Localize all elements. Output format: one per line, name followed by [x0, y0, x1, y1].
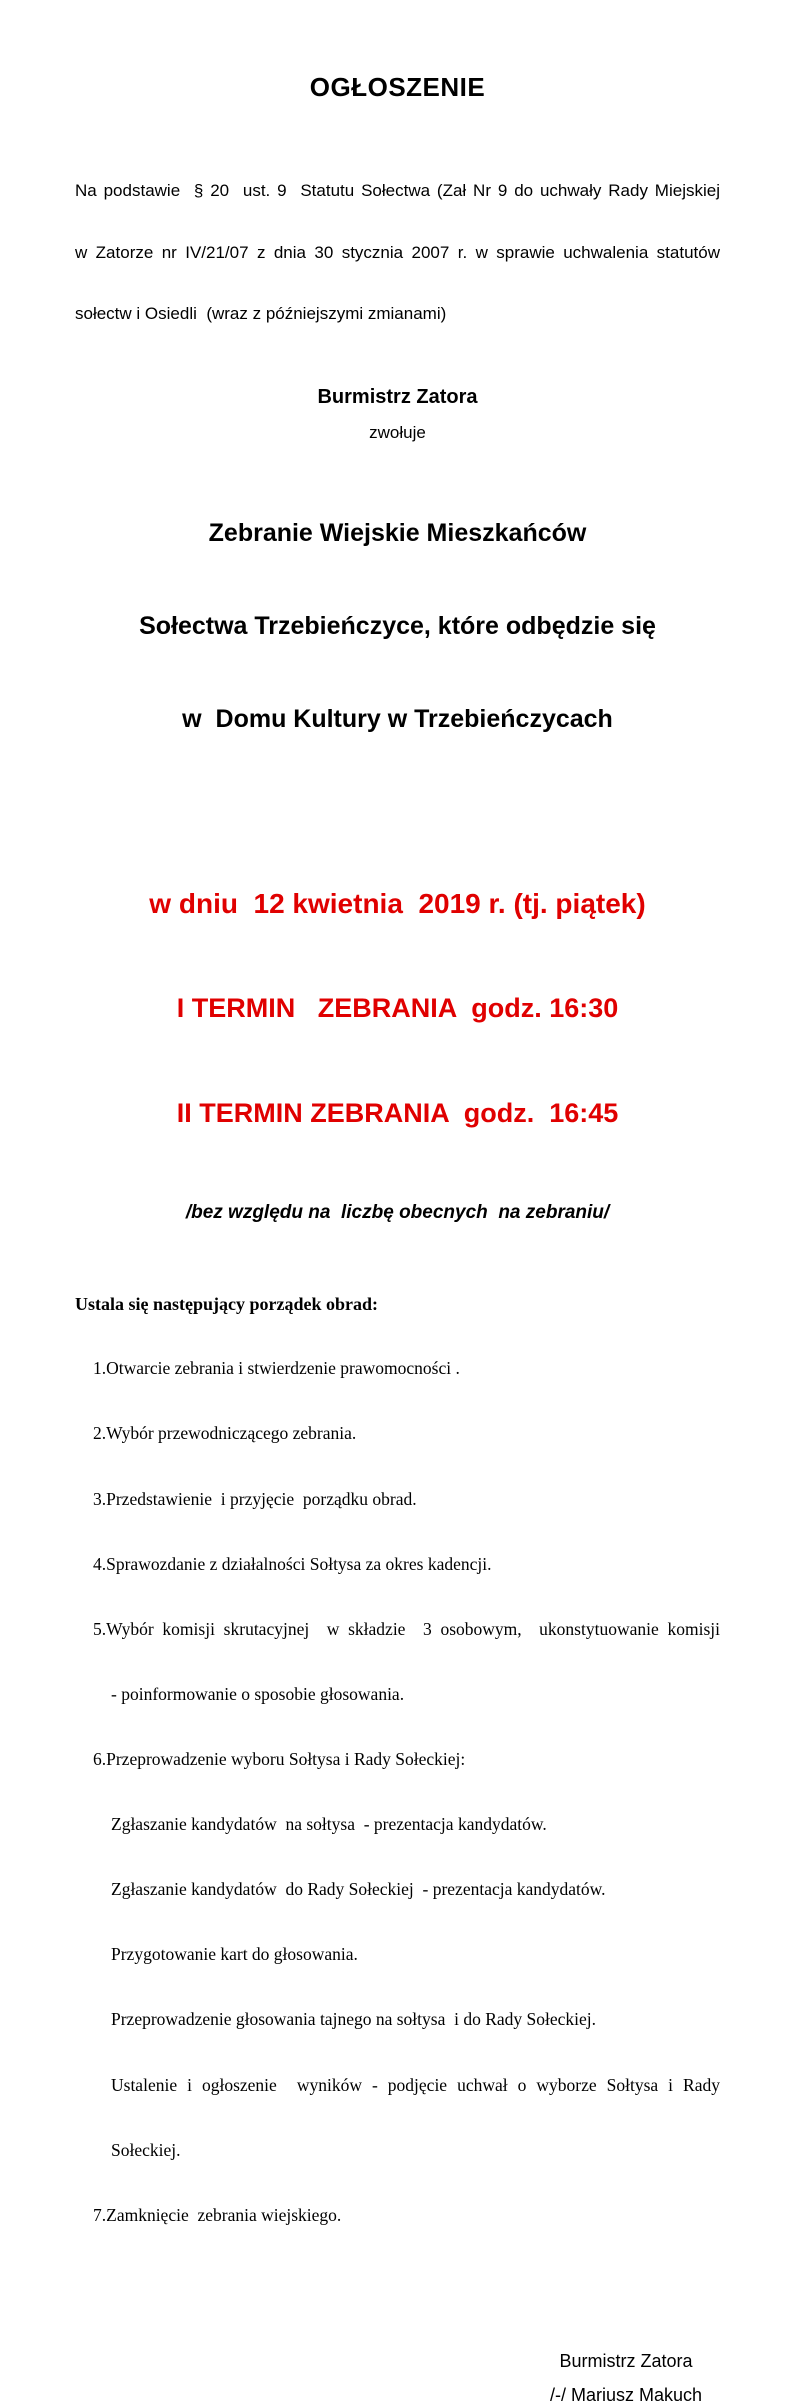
agenda-subitem: Ustalenie i ogłoszenie wyników - podjęcie uchwał o wyborze Sołtysa i Rady [111, 2074, 720, 2095]
signature-block [550, 2350, 702, 2406]
agenda-subitem-continuation: Sołeckiej. [111, 2139, 181, 2160]
agenda-subitem: Zgłaszanie kandydatów do Rady Sołeckiej - prezentacja kandydatów. [111, 1879, 606, 1900]
agenda-item: 7.Zamknięcie zebrania wiejskiego. [93, 2204, 342, 2225]
agenda-subitem: Przygotowanie kart do głosowania. [111, 1944, 358, 1965]
meeting-date-line: w dniu 12 kwietnia 2019 r. (tj. piątek) [149, 887, 646, 919]
legal-basis-line: sołectw i Osiedli (wraz z późniejszymi zmianami) [75, 304, 447, 323]
signature-name: /-/ Mariusz Makuch [549, 2384, 702, 2405]
convenes-text: zwołuje [369, 422, 426, 442]
agenda-item: 6.Przeprowadzenie wyboru Sołtysa i Rady Sołeckiej: [93, 1748, 466, 1769]
agenda-item: 3.Przedstawienie i przyjęcie porządku obrad. [93, 1488, 417, 1509]
legal-basis-line: w Zatorze nr IV/21/07 z dnia 30 stycznia 2007 r. w sprawie uchwalenia statutów [75, 242, 720, 262]
legal-basis-line: Na podstawie § 20 ust. 9 Statutu Sołectwa (Zał Nr 9 do uchwały Rady Miejskiej [75, 181, 720, 200]
agenda-item: 2.Wybór przewodniczącego zebrania. [93, 1423, 357, 1444]
meeting-title [75, 456, 720, 797]
agenda-item-continuation: - poinformowanie o sposobie głosowania. [111, 1683, 405, 1704]
quorum-note: /bez względu na liczbę obecnych na zebraniu/ [185, 1201, 610, 1223]
second-term-line: II TERMIN ZEBRANIA godz. 16:45 [176, 1097, 619, 1128]
agenda-item: 1.Otwarcie zebrania i stwierdzenie prawomocności . [93, 1358, 460, 1379]
agenda-section [75, 1250, 720, 2270]
agenda-subitem: Zgłaszanie kandydatów na sołtysa - prezentacja kandydatów. [111, 1814, 547, 1835]
agenda-heading: Ustala się następujący porządek obrad: [75, 1293, 379, 1314]
agenda-item: 5.Wybór komisji skrutacyjnej w składzie 3 osobowym, ukonstytuowanie komisji [93, 1618, 720, 1639]
agenda-item: 4.Sprawozdanie z działalności Sołtysa za okres kadencji. [93, 1553, 492, 1574]
signature-title: Burmistrz Zatora [559, 2350, 693, 2371]
meeting-title-line: Sołectwa Trzebieńczyce, które odbędzie się [139, 611, 656, 640]
issuer-heading: Burmistrz Zatora [317, 385, 478, 408]
agenda-subitem: Przeprowadzenie głosowania tajnego na sołtysa i do Rady Sołeckiej. [111, 2009, 597, 2030]
legal-basis-paragraph [75, 140, 720, 366]
meeting-title-line: Zebranie Wiejskie Mieszkańców [208, 518, 587, 547]
meeting-date-block [75, 816, 720, 1201]
meeting-title-line: w Domu Kultury w Trzebieńczycach [182, 704, 613, 733]
first-term-line: I TERMIN ZEBRANIA godz. 16:30 [176, 992, 619, 1023]
document-title: OGŁOSZENIE [309, 72, 486, 102]
